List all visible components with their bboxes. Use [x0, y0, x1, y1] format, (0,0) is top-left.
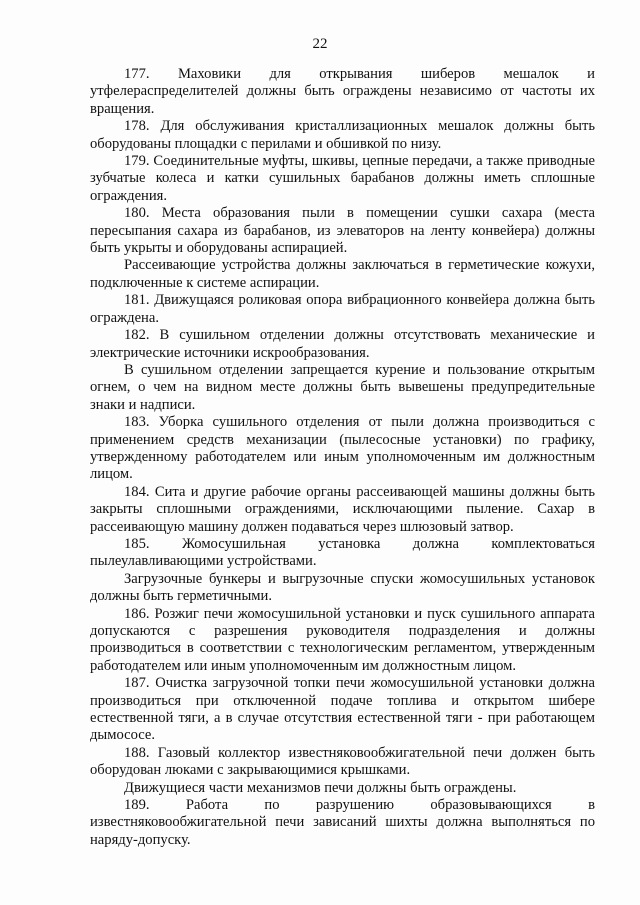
paragraph-188-continued: Движущиеся части механизмов печи должны быть ограждены.: [124, 779, 517, 796]
paragraph-181: 181. Движущаяся роликовая опора вибрационного конвейера должна быть ограждена.: [90, 292, 595, 326]
paragraph-186: 186. Розжиг печи жомосушильной установки и пуск сушильного аппарата допускаются с разрешения руководителя подразделения и должны производиться в соответствии с технологическим регламентом, утвержденным работодателем или иным уполномоченным им должностным лицом.: [90, 605, 595, 674]
paragraph-180: 180. Места образования пыли в помещении сушки сахара (места пересыпания сахара из барабанов, из элеваторов на ленту конвейера) должны быть укрыты и оборудованы аспирацией.: [90, 205, 595, 257]
paragraph-182-continued: В сушильном отделении запрещается курение и пользование открытым огнем, о чем на видном месте должны быть вывешены предупредительные знаки и надписи.: [90, 361, 595, 413]
paragraph-188: 188. Газовый коллектор известняковообжигательной печи должен быть оборудован люками с закрывающимися крышками.: [90, 744, 595, 779]
paragraph-180-continued: Рассеивающие устройства должны заключаться в герметические кожухи, подключенные к системе аспирации.: [90, 257, 595, 291]
paragraph-179: 179. Соединительные муфты, шкивы, цепные передачи, а также приводные зубчатые колеса и катки сушильных барабанов должны иметь сплошные ограждения.: [90, 153, 595, 204]
paragraph-185: 185. Жомосушильная установка должна комплектоваться пылеулавливающими устройствами.: [90, 535, 595, 570]
paragraph-183: 183. Уборка сушильного отделения от пыли должна производиться с применением средств механизации (пылесосные установки) по графику, утвержденному работодателем или иным уполномоченным им должностным лицом.: [90, 414, 595, 483]
paragraph-187: 187. Очистка загрузочной топки печи жомосушильной установки должна производиться при отключенной подаче топлива и открытом шибере естественной тяги, а в случае отсутствия естественной тяги - при работающем дымососе.: [90, 675, 595, 744]
paragraph-189: 189. Работа по разрушению образовывающихся в известняковообжигательной печи зависаний шихты должна выполняться по наряду-допуску.: [90, 797, 595, 848]
page-number: 22: [312, 36, 328, 52]
paragraph-178: 178. Для обслуживания кристаллизационных мешалок должны быть оборудованы площадки с перилами и обшивкой по низу.: [90, 118, 595, 152]
paragraph-182: 182. В сушильном отделении должны отсутствовать механические и электрические источники искрообразования.: [90, 327, 595, 361]
paragraph-177: 177. Маховики для открывания шиберов мешалок и утфелераспределителей должны быть ограждены независимо от частоты их вращения.: [90, 66, 595, 117]
document-body: [90, 66, 595, 849]
paragraph-184: 184. Сита и другие рабочие органы рассеивающей машины должны быть закрыты сплошными ограждениями, исключающими пыление. Сахар в рассеивающую машину должен подаваться через шлюзовый затвор.: [90, 483, 595, 535]
paragraph-185-continued: Загрузочные бункеры и выгрузочные спуски жомосушильных установок должны быть герметичными.: [90, 570, 595, 605]
